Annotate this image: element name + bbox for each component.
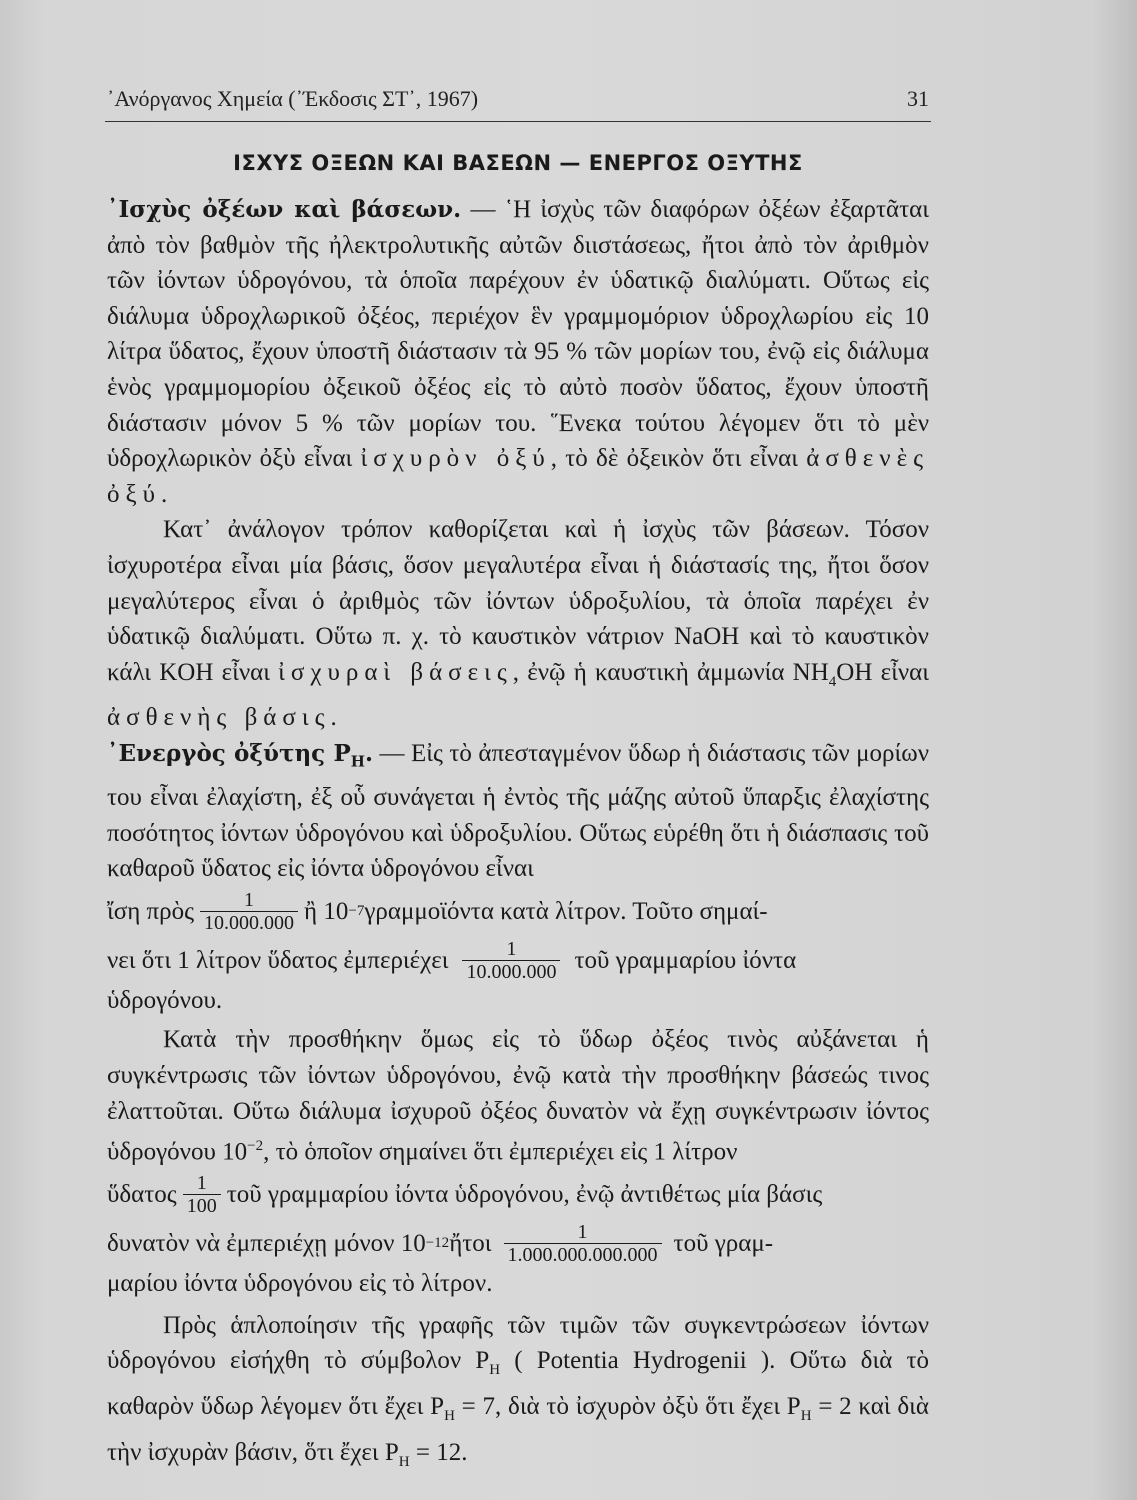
section-title: ΙΣΧΥΣ ΟΞΕΩΝ ΚΑΙ ΒΑΣΕΩΝ — ΕΝΕΡΓΟΣ ΟΞΥΤΗΣ bbox=[233, 151, 803, 175]
header-rule bbox=[105, 121, 931, 122]
emphasis-term: ἰσχυραὶ βάσεις bbox=[278, 658, 513, 686]
emphasis-term: ἀσθενὲς ὀξύ bbox=[107, 445, 929, 508]
equation-line: νει ὅτι 1 λίτρον ὕδατος ἐμπεριέχει $\frac{1}{10.000.000}$ τοῦ γραμμαρίου ἰόντα bbox=[107, 937, 797, 983]
paragraph-continuation: ὑδρογόνου. bbox=[107, 986, 223, 1014]
equation-line: ἴση πρὸς $\frac{1}{10.000.000}$ ἢ 10 −7 γραμμοϊόντα κατὰ λίτρον. Τοῦτο σημαί- bbox=[107, 888, 768, 934]
paragraph-concentration: Κατὰ τὴν προσθήκην ὅμως εἰς τὸ ὕδωρ ὀξέος τινὸς αὐξάνεται ἡ συγκέντρωσις τῶν ἰόντων ὑδρογόνου, ἐνῷ κατὰ τὴν προσθήκην βάσεώς τινος ἐλαττοῦται. Οὕτω διάλυμα ἰσχυροῦ ὀξέος δυνατὸν νὰ ἔχῃ συγκέντρωσιν ἰόντος ὑδρογόνου $10^{-2}$, τὸ ὁποῖον σημαίνει ὅτι ἐμπεριέχει εἰς 1 λίτρον bbox=[107, 1026, 929, 1166]
page-number: 31 bbox=[907, 86, 929, 111]
paragraph-heading: ᾽Ενεργὸς ὀξύτης $P_H$. bbox=[107, 739, 373, 771]
fraction: $\frac{1}{10.000.000}$ bbox=[462, 938, 560, 983]
paragraph-base-strength: Κατ᾽ ἀνάλογον τρόπον καθορίζεται καὶ ἡ ἰσχὺς τῶν βάσεων. Τόσον ἰσχυροτέρα εἶναι μία βάσις, ὅσον μεγαλυτέρα εἶναι ἡ διάστασίς της, ἤτοι ὅσον μεγαλύτερος εἶναι ὁ ἀριθμὸς τῶν ἰόντων ὑδροξυλίου, τὰ ὁποῖα παρέχει ἐν ὑδατικῷ διαλύματι. Οὕτω π. χ. τὸ καυστικὸν νάτριον NaOH καὶ τὸ καυστικὸν κάλι KOH εἶναι ἰσχυραὶ βάσεις, ἐνῷ ἡ καυστικὴ ἀμμωνία $NH_4OH$ εἶναι ἀσθενὴς βάσις. bbox=[107, 516, 929, 732]
paragraph-active-acidity: ᾽Ενεργὸς ὀξύτης $P_H$. — Εἰς τὸ ἀπεσταγμένον ὕδωρ ἡ διάστασις τῶν μορίων του εἶναι ἐλαχίστη, ἐξ οὗ συνάγεται ἡ ἐντὸς τῆς μάζης αὐτοῦ ὕπαρξις ἐλαχίστης ποσότητος ἰόντων ὑδρογόνου καὶ ὑδροξυλίου. Οὕτως εὑρέθη ὅτι ἡ διάσπασις τοῦ καθαροῦ ὕδατος εἰς ἰόντα ὑδρογόνου εἶναι bbox=[107, 739, 930, 883]
body-text bbox=[107, 192, 929, 1480]
paragraph-ph-symbol: Πρὸς ἁπλοποίησιν τῆς γραφῆς τῶν τιμῶν τῶν συγκεντρώσεων ἰόντων ὑδρογόνου εἰσήχθη τὸ σύμβολον $P_H$ ( Potentia Hydrogenii ). Οὕτω διὰ τὸ καθαρὸν ὕδωρ λέγομεν ὅτι ἔχει $P_H = 7$, διὰ τὸ ἰσχυρὸν ὀξὺ ὅτι ἔχει $P_H = 2$ καὶ διὰ τὴν ἰσχυρὰν βάσιν, ὅτι ἔχει $P_H = 12$. bbox=[107, 1311, 929, 1470]
paragraph-heading: ᾽Ισχὺς ὀξέων καὶ βάσεων. bbox=[107, 196, 462, 223]
paragraph-continuation: μαρίου ἰόντα ὑδρογόνου εἰς τὸ λίτρον. bbox=[107, 1270, 493, 1298]
fraction: $\frac{1}{10.000.000}$ bbox=[200, 889, 298, 934]
emphasis-term: ἀσθενὴς βάσις bbox=[107, 704, 331, 732]
paragraph-acid-strength: ᾽Ισχὺς ὀξέων καὶ βάσεων. — ῾Η ἰσχὺς τῶν διαφόρων ὀξέων ἐξαρτᾶται ἀπὸ τὸν βαθμὸν τῆς ἠλεκτρολυτικῆς αὐτῶν διιστάσεως, ἤτοι ἀπὸ τὸν ἀριθμὸν τῶν ἰόντων ὑδρογόνου, τὰ ὁποῖα παρέχουν ἐν ὑδατικῷ διαλύματι. Οὕτως εἰς διάλυμα ὑδροχλωρικοῦ ὀξέος, περιέχον ἓν γραμμομόριον ὑδροχλωρίου εἰς 10 λίτρα ὕδατος, ἔχουν ὑποστῆ διάστασιν τὰ 95 % τῶν μορίων του, ἐνῷ εἰς διάλυμα ἑνὸς γραμμομορίου ὀξεικοῦ ὀξέος εἰς τὸ αὐτὸ ποσὸν ὕδατος, ἔχουν ὑποστῆ διάστασιν μόνον 5 % τῶν μορίων του. ῞Ενεκα τούτου λέγομεν ὅτι τὸ μὲν ὑδροχλωρικὸν ὀξὺ εἶναι ἰσχυρὸν ὀξύ, τὸ δὲ ὀξεικὸν ὅτι εἶναι ἀσθενὲς ὀξύ. bbox=[107, 196, 929, 508]
running-title: ᾽Ανόργανος Χημεία (᾽Έκδοσις ΣΤ᾽, 1967) bbox=[107, 86, 479, 111]
equation-line: δυνατὸν νὰ ἐμπεριέχῃ μόνον 10 −12 ἤτοι $\frac{1}{1.000.000.000.000}$ τοῦ γραμ- bbox=[107, 1221, 774, 1267]
equation-line: ὕδατος $\frac{1}{100}$ τοῦ γραμμαρίου ἰόντα ὑδρογόνου, ἐνῷ ἀντιθέτως μία βάσις bbox=[107, 1172, 823, 1218]
fraction: $\frac{1}{100}$ bbox=[183, 1172, 221, 1217]
emphasis-term: ἰσχυρὸν ὀξύ bbox=[360, 445, 551, 473]
running-header bbox=[107, 86, 929, 112]
fraction: $\frac{1}{1.000.000.000.000}$ bbox=[504, 1221, 662, 1266]
